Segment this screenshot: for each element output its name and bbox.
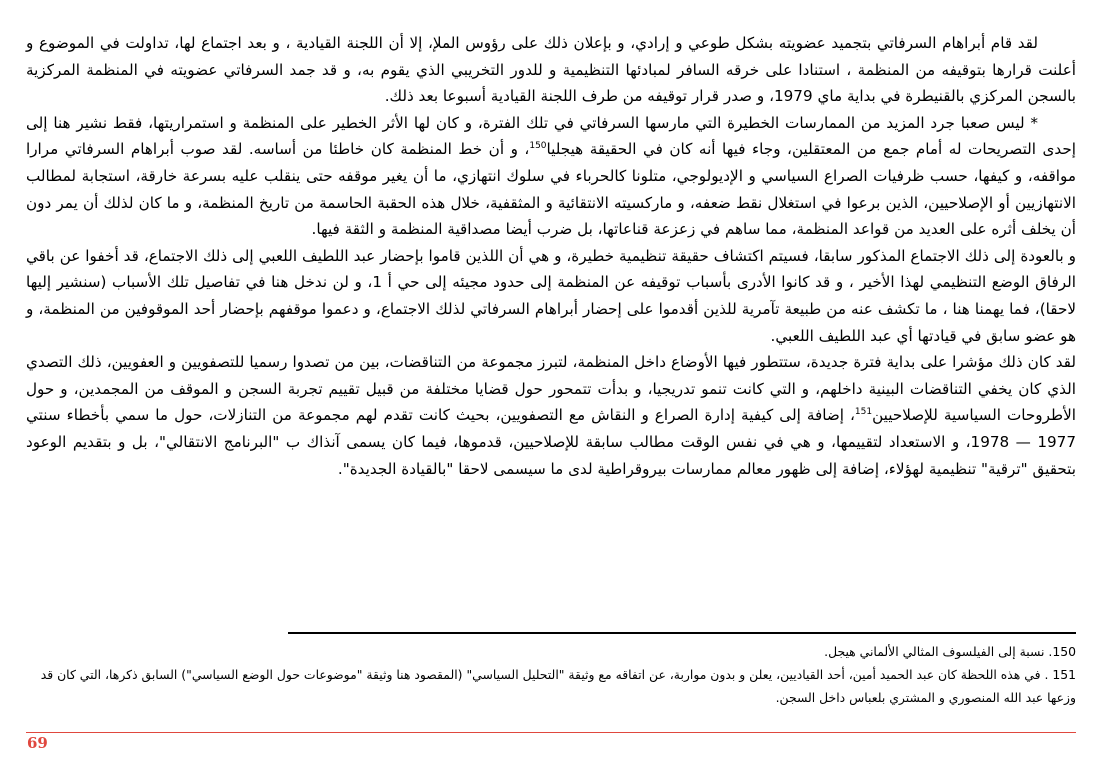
footnote-151: 151 . في هذه اللحظة كان عبد الحميد أمين، أحد القياديين، يعلن و بدون مواربة، عن اتفاقه مع وثيقة "التحليل السياسي" (المقصود هنا وثيقة "موضوعات حول الوضع السياسي") السابق ذكرها، التي كان قد وزعها عبد الله المنصوري و المشتري بلعباس داخل السجن. (40, 667, 1076, 705)
paragraph-2-part-a: * ليس صعبا جرد المزيد من الممارسات الخطيرة التي مارسها السرفاتي في تلك الفترة، و كان لها الأثر الخطير على المنظمة و استمراريتها، فقط نشير هنا إلى إحدى التصريحات له أمام جمع من المعتقلين، وجاء فيها أنه كان في الحقيقة هيجليا (26, 113, 1076, 159)
footnotes (26, 640, 1076, 709)
footnote-ref-151[interactable]: 151 (854, 407, 873, 418)
paragraph-4-part-a: لقد كان ذلك مؤشرا على بداية فترة جديدة، ستتطور فيها الأوضاع داخل المنظمة، لتبرز مجموعة من التناقضات، بين من تصدوا رسميا للتصفويين و العفويين، ذلك التصدي الذي كان يخفي التناقضات البينية داخلهم، و التي كانت تنمو تدريجيا، و بدأت تتمحور حول قضايا مختلفة من قبيل تقييم تجربة السجن و الموقف من المجمدين، و حول الأطروحات السياسية للإصلاحيين (26, 353, 1076, 425)
paragraph-4-part-b: ، إضافة إلى كيفية إدارة الصراع و النقاش مع التصفويين، بحيث كانت تقدم لهم مجموعة من التنازلات، حول ما سمي بأخطاء سنتي 1977 — 1978، و الاستعداد لتقييمها، و هي في نفس الوقت مطالب سابقة للإصلاحيين، قدموها، فيما كان يسمى آنذاك ب "البرنامج الانتقالي"، بل و بتقديم الوعود بتحقيق "ترقية" تنظيمية لهؤلاء، إضافة إلى ظهور معالم ممارسات بيروقراطية لدى ما سيسمى لاحقا "بالقيادة الجديدة". (26, 406, 1076, 478)
paragraph-4 (26, 349, 1076, 482)
paragraph-2 (26, 110, 1076, 243)
footnote-separator (288, 632, 1076, 634)
paragraph-1: لقد قام أبراهام السرفاتي بتجميد عضويته بشكل طوعي و إرادي، و بإعلان ذلك على رؤوس الملإ، إلا أن اللجنة القيادية ، و بعد اجتماع لها، تداولت في الموضوع و أعلنت قرارها بتوقيفه من المنظمة ، استنادا على خرقه السافر لمبادئها التنظيمية و للدور التخريبي الذي يقوم به، و قد جمد السرفاتي عضويته في المنظمة المركزية بالسجن المركزي بالقنيطرة في بداية ماي 1979، و صدر قرار توقيفه من طرف اللجنة القيادية أسبوعا بعد ذلك. (26, 34, 1076, 106)
paragraph-3: و بالعودة إلى ذلك الاجتماع المذكور سابقا، فسيتم اكتشاف حقيقة تنظيمية خطيرة، و هي أن اللذين قاموا بإحضار عبد اللطيف اللعبي إلى ذلك الاجتماع، قد أخفوا عن باقي الرفاق الوضع التنظيمي لهذا الأخير ، و قد كانوا الأدرى بأسباب توقيفه عن المنظمة إلى حدود مجيئه إلى حي أ 1، و لن ندخل هنا في تفاصيل تلك الأسباب (سنشير إليها لاحقا)، فما يهمنا هنا ، ما تكشف عنه من طبيعة تآمرية للذين أقدموا على إحضار أبراهام السرفاتي لذلك الاجتماع، و دعموا موقفهم بإحضار أحد الموقوفين من المنظمة، و هو عضو سابق في قيادتها أي عبد اللطيف اللعبي. (26, 246, 1076, 345)
footnote-150: 150. نسبة إلى الفيلسوف المثالي الألماني هيجل. (824, 644, 1076, 659)
footer-divider (26, 732, 1076, 733)
paragraph-2-part-b: ، و أن خط المنظمة كان خاطئا من أساسه. لقد صوب أبراهام السرفاتي مرارا مواقفه، و كيفها، حسب ظرفيات الصراع السياسي و الإديولوجي، متلونا كالحرباء في سلوك انتهازي، ما أن يغير موقفه حتى ينقلب عليه بسرعة خارقة، استجابة لمطالب الانتهازيين أو الإصلاحيين، الذين برعوا في استغلال نقط ضعفه، و ماركسيته الانتقائية و المثقفية، خلال هذه الحقبة الحاسمة من تاريخ المنظمة، و ما كان لذلك أن يمر دون أن يخلف أثره على العديد من قواعد المنظمة، مما ساهم في زعزعة قناعاتها، بل ضرب أيضا مصداقية المنظمة و الثقة فيها. (26, 140, 1076, 239)
page-body (26, 30, 1076, 482)
footnote-ref-150[interactable]: 150 (529, 141, 547, 152)
main-text (26, 30, 1076, 482)
page-number: 69 (27, 734, 48, 752)
